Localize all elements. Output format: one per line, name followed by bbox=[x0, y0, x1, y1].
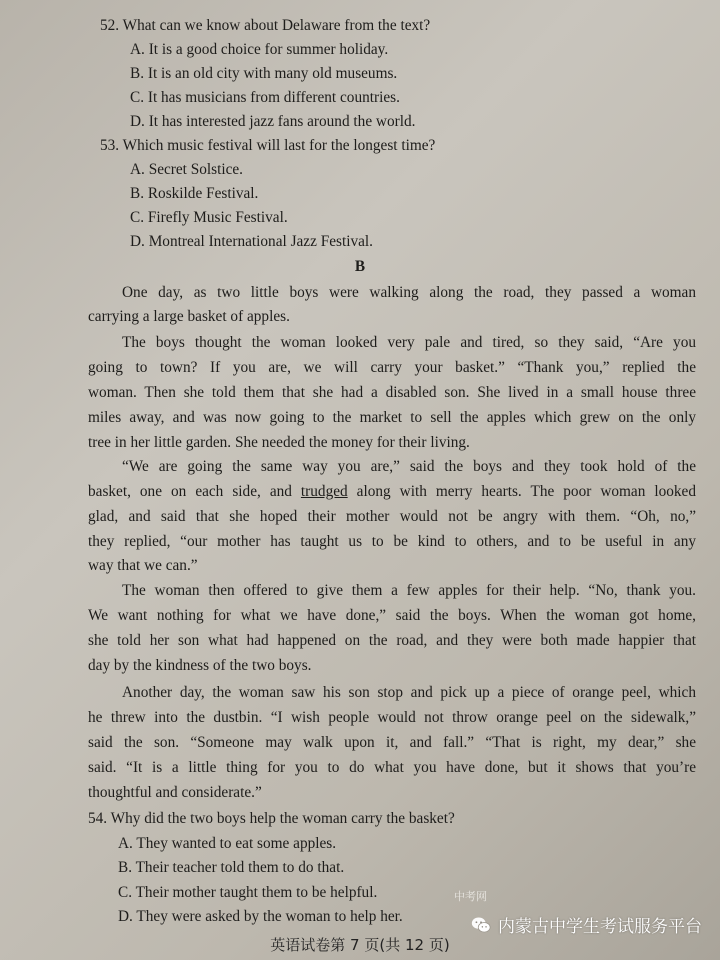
question-52-stem: 52. What can we know about Delaware from the text? bbox=[100, 17, 431, 34]
question-54-option-c: C. Their mother taught them to be helpful. bbox=[118, 884, 378, 901]
passage-p1-line-2: carrying a large basket of apples. bbox=[88, 308, 290, 325]
passage-p1-line-1: One day, as two little boys were walking along the road, they passed a woman bbox=[122, 284, 696, 301]
question-53-stem: 53. Which music festival will last for the longest time? bbox=[100, 137, 436, 154]
passage-p5-line-1: Another day, the woman saw his son stop and pick up a piece of orange peel, which bbox=[122, 684, 696, 701]
passage-p5-line-2: he threw into the dustbin. “I wish people would not throw orange peel on the sidewalk,” bbox=[88, 709, 696, 726]
passage-p2-line-4: miles away, and was now going to the market to sell the apples which grew on the only bbox=[88, 409, 696, 426]
watermark-label: 内蒙古中学生考试服务平台 bbox=[498, 917, 702, 937]
question-53-option-a: A. Secret Solstice. bbox=[130, 161, 244, 178]
passage-p4-line-2: We want nothing for what we have done,” said the boys. When the woman got home, bbox=[88, 607, 696, 624]
wechat-icon bbox=[470, 914, 492, 936]
passage-p4-line-4: day by the kindness of the two boys. bbox=[88, 657, 312, 674]
question-54-option-d: D. They were asked by the woman to help her. bbox=[118, 908, 403, 925]
passage-p3-line-2-end: along with merry hearts. The poor woman looked bbox=[347, 483, 696, 500]
passage-p2-line-2: going to town? If you are, we will carry your basket.” “Thank you,” replied the bbox=[88, 359, 696, 376]
question-52-option-d: D. It has interested jazz fans around the world. bbox=[130, 113, 416, 130]
passage-p4-line-1: The woman then offered to give them a few apples for their help. “No, thank you. bbox=[122, 582, 696, 599]
passage-p2-line-1: The boys thought the woman looked very pale and tired, so they said, “Are you bbox=[122, 334, 696, 351]
passage-p3-line-4: they replied, “our mother has taught us to be kind to others, and to be useful in any bbox=[88, 533, 696, 550]
underlined-word-trudged: trudged bbox=[300, 483, 348, 500]
passage-p2-line-5: tree in her little garden. She needed the money for their living. bbox=[88, 434, 470, 451]
question-54-option-b: B. Their teacher told them to do that. bbox=[118, 859, 345, 876]
question-52-option-b: B. It is an old city with many old museums. bbox=[130, 65, 398, 82]
section-heading-b: B bbox=[354, 258, 366, 275]
passage-p5-line-3: said the son. “Someone may walk upon it, and fall.” “That is right, my dear,” she bbox=[88, 734, 696, 751]
question-52-option-c: C. It has musicians from different countries. bbox=[130, 89, 400, 106]
watermark bbox=[470, 912, 702, 937]
question-54-stem: 54. Why did the two boys help the woman carry the basket? bbox=[88, 810, 455, 827]
passage-p3-line-1: “We are going the same way you are,” said the boys and they took hold of the bbox=[122, 458, 696, 475]
question-53-option-d: D. Montreal International Jazz Festival. bbox=[130, 233, 373, 250]
passage-p3-line-3: glad, and said that she hoped their mother would not be angry with them. “Oh, no,” bbox=[88, 508, 696, 525]
passage-p3-line-2-start: basket, one on each side, and bbox=[88, 483, 301, 500]
passage-p2-line-3: woman. Then she told them that she had a disabled son. She lived in a small house three bbox=[88, 384, 696, 401]
question-53-option-c: C. Firefly Music Festival. bbox=[130, 209, 288, 226]
question-54-option-a: A. They wanted to eat some apples. bbox=[118, 835, 337, 852]
passage-p3-line-2 bbox=[88, 483, 696, 501]
passage-p5-line-4: said. “It is a little thing for you to do what you have done, but it shows that you’re bbox=[88, 759, 696, 776]
watermark-small: 中考网 bbox=[454, 890, 487, 903]
passage-p5-line-5: thoughtful and considerate.” bbox=[88, 784, 262, 801]
question-53-option-b: B. Roskilde Festival. bbox=[130, 185, 259, 202]
page-footer: 英语试卷第 7 页(共 12 页) bbox=[270, 936, 450, 954]
question-52-option-a: A. It is a good choice for summer holiday. bbox=[130, 41, 389, 58]
passage-p4-line-3: she told her son what had happened on the road, and they were both made happier that bbox=[88, 632, 696, 649]
passage-p3-line-5: way that we can.” bbox=[88, 557, 198, 574]
